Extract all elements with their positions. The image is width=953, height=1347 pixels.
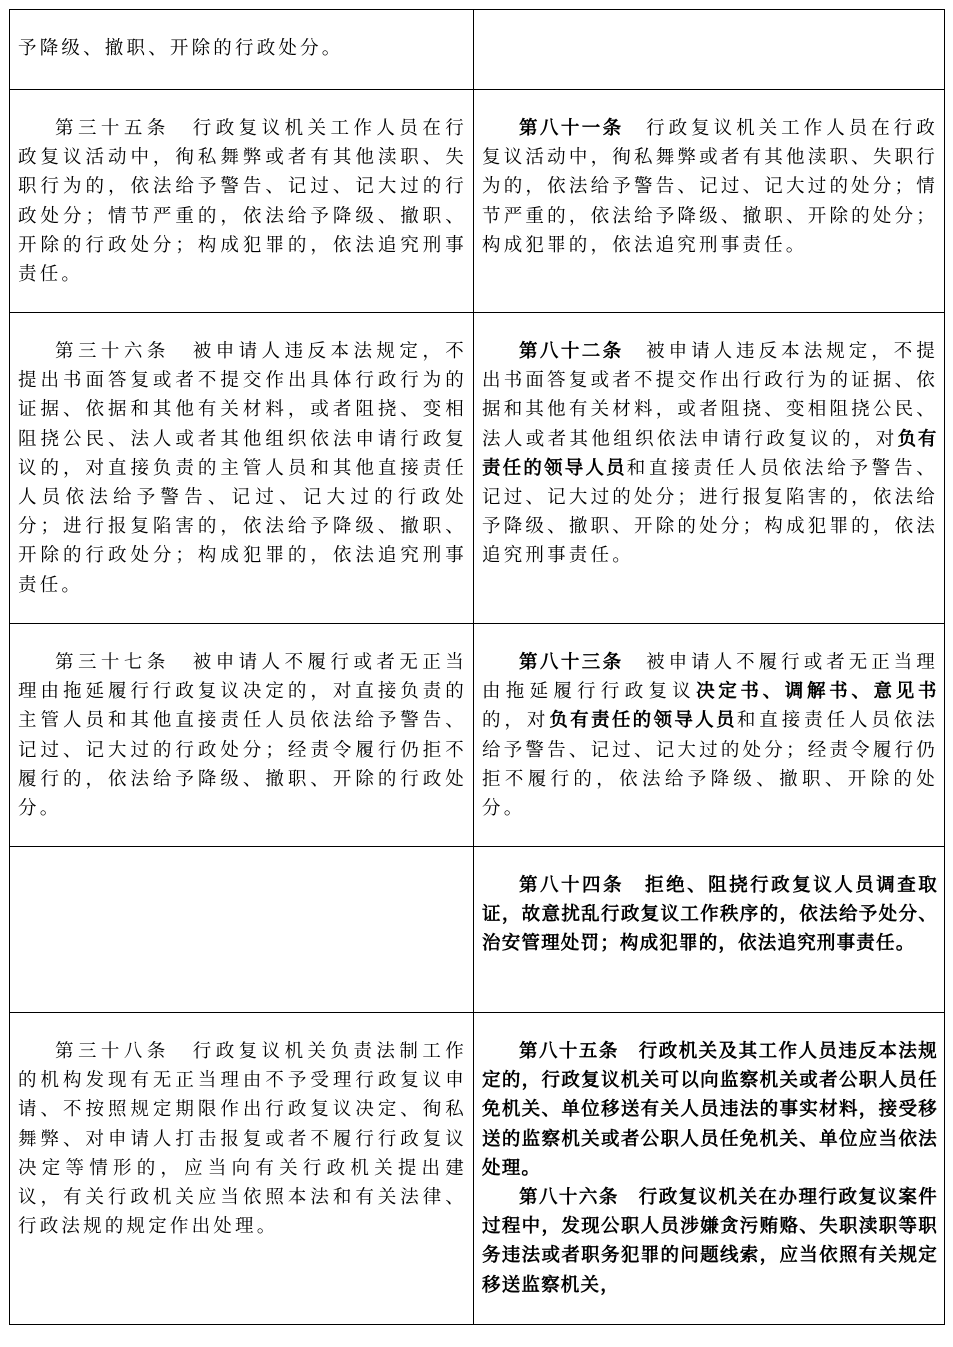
old-law-text: 第三十七条 被申请人不履行或者无正当理由拖延履行行政复议决定的，对直接负责的主管人员和其他直接责任人员依法给予警告、记过、记大过的行政处分；经责令履行仍拒不履行的，依法给予降级、撤职、开除的行政处分。 (18, 652, 467, 820)
old-law-text: 第三十六条 被申请人违反本法规定，不提出书面答复或者不提交作出具体行政行为的证据、依据和其他有关材料，或者阻挠、变相阻挠公民、法人或者其他组织依法申请行政复议的，对直接负责的主管人员和其他直接责任人员依法给予警告、记过、记大过的行政处分；进行报复陷害的，依法给予降级、撤职、开除的行政处分；构成犯罪的，依法追究刑事责任。 (18, 341, 467, 596)
new-law-cell (474, 313, 945, 624)
old-law-cell (10, 313, 474, 624)
old-law-cell (10, 10, 474, 90)
new-law-cell (474, 624, 945, 847)
new-law-cell (474, 1013, 945, 1325)
article-number: 第八十一条 (519, 118, 624, 139)
new-law-paragraph: 第八十二条 被申请人违反本法规定，不提出书面答复或者不提交作出行政行为的证据、依据和其他有关材料，或者阻挠、变相阻挠公民、法人或者其他组织依法申请行政复议的，对负有责任的领导人员和直接责任人员依法给予警告、记过、记大过的处分；进行报复陷害的，依法给予降级、撤职、开除的处分；构成犯罪的，依法追究刑事责任。 (482, 341, 939, 567)
new-law-text: 第八十五条 行政机关及其工作人员违反本法规定的，行政复议机关可以向监察机关或者公职人员任免机关、单位移送有关人员违法的事实材料，接受移送的监察机关或者公职人员任免机关、单位应当依法处理。 (482, 1041, 938, 1179)
new-law-text: 行政复议机关工作人员在行政复议活动中，徇私舞弊或者有其他渎职、失职行为的，依法给予警告、记过、记大过的处分；情节严重的，依法给予降级、撤职、开除的处分；构成犯罪的，依法追究刑事责任。 (482, 118, 938, 256)
new-law-cell (474, 90, 945, 313)
table-row (10, 10, 945, 90)
table-row (10, 313, 945, 624)
old-law-cell (10, 847, 474, 1013)
amended-phrase: 负有责任的领导人员 (482, 428, 938, 479)
amended-phrase: 决定书、调解书、意见书 (696, 681, 938, 703)
amended-phrase: 负有责任的领导人员 (549, 710, 737, 732)
article-number: 第八十三条 (519, 652, 624, 673)
new-law-paragraph (482, 114, 938, 260)
table-row (10, 624, 945, 847)
old-law-text: 第三十五条 行政复议机关工作人员在行政复议活动中，徇私舞弊或者有其他渎职、失职行为的，依法给予警告、记过、记大过的行政处分；情节严重的，依法给予降级、撤职、开除的行政处分；构成犯罪的，依法追究刑事责任。 (18, 118, 467, 286)
old-law-text: 予降级、撤职、开除的行政处分。 (18, 38, 344, 59)
old-law-cell (10, 90, 474, 313)
comparison-table (9, 9, 945, 1325)
old-law-text: 第三十八条 行政复议机关负责法制工作的机构发现有无正当理由不予受理行政复议申请、不按照规定期限作出行政复议决定、徇私舞弊、对申请人打击报复或者不履行行政复议决定等情形的，应当向有关行政机关提出建议，有关行政机关应当依照本法和有关法律、行政法规的规定作出处理。 (18, 1041, 467, 1238)
new-law-text: 第八十四条 拒绝、阻挠行政复议人员调查取证，故意扰乱行政复议工作秩序的，依法给予处分、治安管理处罚；构成犯罪的，依法追究刑事责任。 (482, 875, 938, 955)
new-law-text: 第八十六条 行政复议机关在办理行政复议案件过程中，发现公职人员涉嫌贪污贿赂、失职渎职等职务违法或者职务犯罪的问题线索，应当依照有关规定移送监察机关， (482, 1187, 938, 1296)
new-law-cell (474, 847, 945, 1013)
old-law-cell (10, 1013, 474, 1325)
article-number: 第八十二条 (519, 341, 624, 362)
table-row (10, 90, 945, 313)
new-law-cell (474, 10, 945, 90)
table-row (10, 1013, 945, 1325)
table-row (10, 847, 945, 1013)
old-law-cell (10, 624, 474, 847)
new-law-paragraph: 第八十三条 被申请人不履行或者无正当理由拖延履行行政复议决定书、调解书、意见书的，对负有责任的领导人员和直接责任人员依法给予警告、记过、记大过的处分；经责令履行仍拒不履行的，依法给予降级、撤职、开除的处分。 (482, 652, 938, 820)
